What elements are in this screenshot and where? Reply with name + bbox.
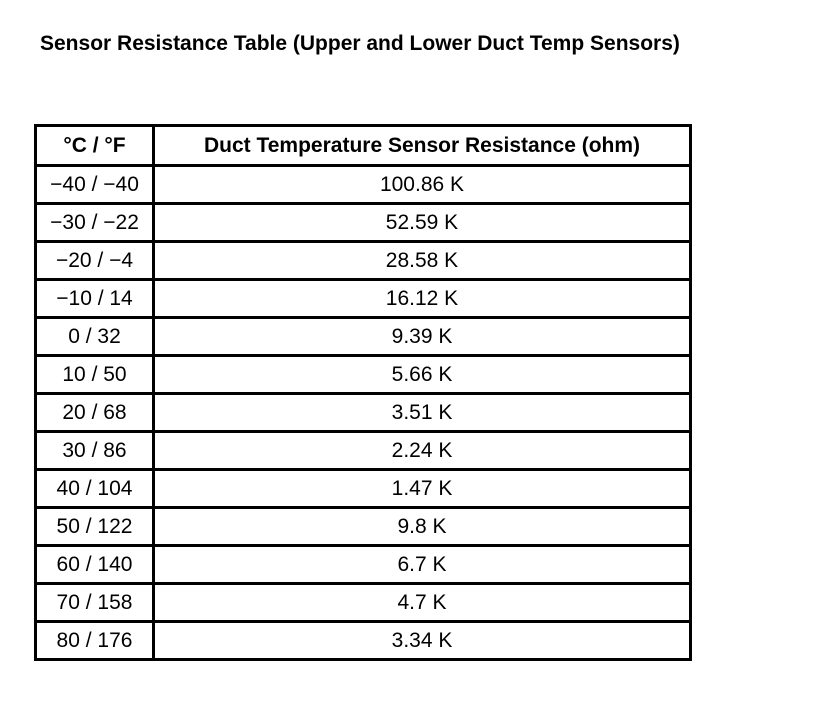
resistance-cell: 28.58 K (154, 242, 691, 280)
table-row (36, 356, 691, 394)
resistance-cell: 5.66 K (154, 356, 691, 394)
temperature-cell: 60 / 140 (36, 546, 154, 584)
table-row (36, 432, 691, 470)
temperature-cell: 50 / 122 (36, 508, 154, 546)
table-header-row (36, 126, 691, 166)
table-row (36, 280, 691, 318)
resistance-cell: 52.59 K (154, 204, 691, 242)
resistance-cell: 100.86 K (154, 166, 691, 204)
page-title: Sensor Resistance Table (Upper and Lower Duct Temp Sensors) (40, 32, 680, 55)
column-header-resistance: Duct Temperature Sensor Resistance (ohm) (154, 126, 691, 166)
table-row (36, 166, 691, 204)
resistance-cell: 4.7 K (154, 584, 691, 622)
resistance-cell: 2.24 K (154, 432, 691, 470)
table-row (36, 204, 691, 242)
table-row (36, 470, 691, 508)
temperature-cell: 20 / 68 (36, 394, 154, 432)
table-row (36, 622, 691, 660)
temperature-cell: −10 / 14 (36, 280, 154, 318)
resistance-table (34, 124, 692, 661)
resistance-cell: 9.39 K (154, 318, 691, 356)
temperature-cell: 80 / 176 (36, 622, 154, 660)
resistance-cell: 3.34 K (154, 622, 691, 660)
temperature-cell: −20 / −4 (36, 242, 154, 280)
resistance-cell: 3.51 K (154, 394, 691, 432)
temperature-cell: 0 / 32 (36, 318, 154, 356)
table-row (36, 546, 691, 584)
temperature-cell: 10 / 50 (36, 356, 154, 394)
temperature-cell: −40 / −40 (36, 166, 154, 204)
resistance-cell: 9.8 K (154, 508, 691, 546)
table-row (36, 394, 691, 432)
temperature-cell: 40 / 104 (36, 470, 154, 508)
table-row (36, 242, 691, 280)
temperature-cell: −30 / −22 (36, 204, 154, 242)
resistance-cell: 16.12 K (154, 280, 691, 318)
resistance-cell: 1.47 K (154, 470, 691, 508)
table-row (36, 584, 691, 622)
table-row (36, 318, 691, 356)
resistance-cell: 6.7 K (154, 546, 691, 584)
table-row (36, 508, 691, 546)
temperature-cell: 30 / 86 (36, 432, 154, 470)
column-header-temperature: °C / °F (36, 126, 154, 166)
temperature-cell: 70 / 158 (36, 584, 154, 622)
